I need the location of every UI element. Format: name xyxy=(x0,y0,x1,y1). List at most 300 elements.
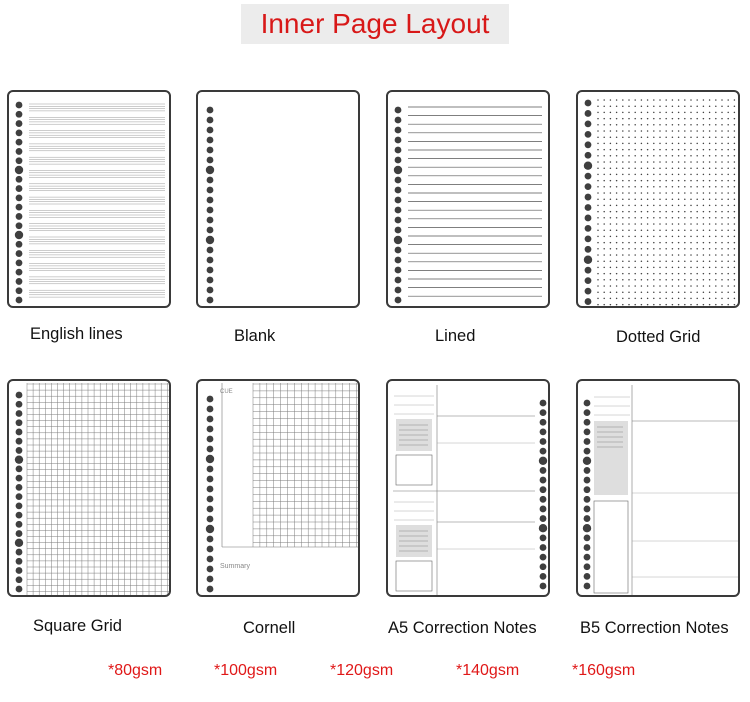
grid-dot xyxy=(727,248,729,250)
grid-dot xyxy=(727,124,729,126)
binder-hole xyxy=(207,566,214,573)
grid-dot xyxy=(610,99,612,101)
grid-dot xyxy=(727,118,729,120)
grid-dot xyxy=(678,99,680,101)
grid-dot xyxy=(622,198,624,200)
grid-dot xyxy=(690,99,692,101)
grid-dot xyxy=(659,118,661,120)
grid-dot xyxy=(659,285,661,287)
lined-page xyxy=(386,90,550,308)
caption-lined: Lined xyxy=(435,327,476,345)
binder-hole xyxy=(395,177,402,184)
grid-dot xyxy=(672,211,674,213)
grid-dot xyxy=(603,130,605,132)
grid-dot xyxy=(727,155,729,157)
grid-dot xyxy=(672,192,674,194)
grid-dot xyxy=(616,167,618,169)
grid-dot xyxy=(610,304,612,306)
grid-dot xyxy=(734,143,736,145)
grid-dot xyxy=(647,112,649,114)
grid-dot xyxy=(641,155,643,157)
grid-dot xyxy=(678,130,680,132)
grid-dot xyxy=(703,118,705,120)
grid-dot xyxy=(647,298,649,300)
grid-dot xyxy=(696,267,698,269)
binder-hole xyxy=(585,267,592,274)
grid-dot xyxy=(622,143,624,145)
cornell-page xyxy=(196,379,360,597)
grid-dot xyxy=(672,279,674,281)
grid-dot xyxy=(647,118,649,120)
binder-hole xyxy=(395,297,402,304)
grid-dot xyxy=(690,285,692,287)
binder-hole xyxy=(539,457,547,465)
grid-dot xyxy=(721,229,723,231)
binder-hole xyxy=(15,231,23,239)
grid-dot xyxy=(672,99,674,101)
binder-hole xyxy=(207,257,214,264)
binder-hole xyxy=(540,477,547,484)
grid-dot xyxy=(678,161,680,163)
grid-dot xyxy=(628,186,630,188)
grid-dot xyxy=(678,260,680,262)
grid-dot xyxy=(659,130,661,132)
grid-dot xyxy=(622,174,624,176)
grid-dot xyxy=(721,105,723,107)
paper-weight-160: *160gsm xyxy=(572,662,636,679)
caption-b5-correction-notes: B5 Correction Notes xyxy=(580,619,729,637)
grid-dot xyxy=(622,167,624,169)
grid-dot xyxy=(641,242,643,244)
square-grid-page xyxy=(7,379,171,597)
grid-dot xyxy=(665,124,667,126)
grid-dot xyxy=(721,254,723,256)
grid-dot xyxy=(622,161,624,163)
grid-dot xyxy=(634,186,636,188)
grid-dot xyxy=(684,143,686,145)
grid-dot xyxy=(616,229,618,231)
grid-dot xyxy=(653,180,655,182)
grid-dot xyxy=(628,130,630,132)
grid-dot xyxy=(647,304,649,306)
grid-dot xyxy=(659,105,661,107)
grid-dot xyxy=(647,180,649,182)
grid-dot xyxy=(597,136,599,138)
binder-hole xyxy=(207,556,214,563)
binder-hole xyxy=(207,197,214,204)
grid-dot xyxy=(709,130,711,132)
grid-dot xyxy=(703,254,705,256)
binder-hole xyxy=(16,111,23,118)
binder-hole xyxy=(16,586,23,593)
binder-hole xyxy=(15,455,23,463)
grid-dot xyxy=(634,223,636,225)
grid-dot xyxy=(684,136,686,138)
grid-dot xyxy=(616,254,618,256)
grid-dot xyxy=(696,99,698,101)
grid-dot xyxy=(628,167,630,169)
grid-dot xyxy=(684,223,686,225)
grid-dot xyxy=(672,273,674,275)
binder-hole xyxy=(16,129,23,136)
grid-dot xyxy=(597,211,599,213)
grid-dot xyxy=(665,180,667,182)
grid-dot xyxy=(690,130,692,132)
grid-dot xyxy=(696,161,698,163)
grid-dot xyxy=(616,161,618,163)
grid-dot xyxy=(696,155,698,157)
grid-dot xyxy=(665,267,667,269)
binder-hole xyxy=(16,567,23,574)
grid-dot xyxy=(597,273,599,275)
grid-dot xyxy=(597,192,599,194)
grid-dot xyxy=(603,143,605,145)
b5-correction-pattern xyxy=(578,381,740,597)
binder-hole xyxy=(207,406,214,413)
grid-dot xyxy=(597,304,599,306)
grid-dot xyxy=(610,298,612,300)
grid-dot xyxy=(734,260,736,262)
grid-dot xyxy=(734,254,736,256)
binder-hole xyxy=(395,137,402,144)
grid-dot xyxy=(597,161,599,163)
grid-dot xyxy=(628,267,630,269)
grid-dot xyxy=(734,242,736,244)
grid-dot xyxy=(703,192,705,194)
grid-dot xyxy=(690,118,692,120)
grid-dot xyxy=(721,242,723,244)
binder-hole xyxy=(16,558,23,565)
grid-dot xyxy=(727,298,729,300)
binder-hole xyxy=(16,447,23,454)
binder-hole xyxy=(16,297,23,304)
binder-hole xyxy=(540,506,547,513)
grid-dot xyxy=(690,298,692,300)
grid-dot xyxy=(653,198,655,200)
grid-dot xyxy=(727,143,729,145)
grid-dot xyxy=(634,161,636,163)
binder-hole xyxy=(395,207,402,214)
binder-hole xyxy=(16,176,23,183)
grid-dot xyxy=(597,279,599,281)
grid-dot xyxy=(653,205,655,207)
grid-dot xyxy=(610,236,612,238)
binder-hole xyxy=(207,287,214,294)
grid-dot xyxy=(734,285,736,287)
binder-hole xyxy=(540,515,547,522)
grid-dot xyxy=(597,99,599,101)
binder-hole xyxy=(540,544,547,551)
binder-hole xyxy=(395,227,402,234)
grid-dot xyxy=(634,198,636,200)
grid-dot xyxy=(703,229,705,231)
grid-dot xyxy=(715,161,717,163)
grid-dot xyxy=(709,285,711,287)
grid-dot xyxy=(734,174,736,176)
grid-dot xyxy=(727,112,729,114)
binder-hole xyxy=(394,236,402,244)
grid-dot xyxy=(672,143,674,145)
grid-dot xyxy=(690,267,692,269)
grid-dot xyxy=(616,99,618,101)
grid-dot xyxy=(634,136,636,138)
binder-hole xyxy=(16,222,23,229)
grid-dot xyxy=(721,279,723,281)
binder-hole xyxy=(584,477,591,484)
grid-dot xyxy=(715,118,717,120)
binder-hole xyxy=(15,539,23,547)
grid-dot xyxy=(647,267,649,269)
grid-dot xyxy=(678,304,680,306)
grid-dot xyxy=(696,254,698,256)
section-box xyxy=(396,455,432,485)
binder-hole xyxy=(540,438,547,445)
grid-dot xyxy=(610,161,612,163)
grid-dot xyxy=(721,285,723,287)
grid-dot xyxy=(672,130,674,132)
binder-hole xyxy=(207,546,214,553)
grid-dot xyxy=(672,267,674,269)
grid-dot xyxy=(684,192,686,194)
grid-dot xyxy=(727,99,729,101)
binder-hole xyxy=(584,438,591,445)
grid-dot xyxy=(647,279,649,281)
grid-dot xyxy=(659,186,661,188)
grid-dot xyxy=(641,205,643,207)
binder-hole xyxy=(585,173,592,180)
grid-dot xyxy=(641,217,643,219)
grid-dot xyxy=(622,273,624,275)
grid-dot xyxy=(647,155,649,157)
grid-dot xyxy=(628,105,630,107)
grid-dot xyxy=(703,236,705,238)
binder-hole xyxy=(16,213,23,220)
grid-dot xyxy=(622,112,624,114)
grid-dot xyxy=(634,155,636,157)
grid-dot xyxy=(709,304,711,306)
grid-dot xyxy=(603,217,605,219)
grid-dot xyxy=(721,192,723,194)
binder-hole xyxy=(540,409,547,416)
grid-dot xyxy=(597,155,599,157)
grid-dot xyxy=(703,174,705,176)
binder-hole xyxy=(16,484,23,491)
grid-dot xyxy=(734,192,736,194)
grid-dot xyxy=(659,254,661,256)
grid-dot xyxy=(647,273,649,275)
grid-dot xyxy=(734,217,736,219)
grid-dot xyxy=(665,217,667,219)
grid-dot xyxy=(672,242,674,244)
grid-dot xyxy=(647,236,649,238)
grid-dot xyxy=(734,118,736,120)
caption-english-lines: English lines xyxy=(30,325,123,343)
grid-dot xyxy=(727,105,729,107)
grid-dot xyxy=(597,298,599,300)
grid-dot xyxy=(690,186,692,188)
grid-dot xyxy=(690,198,692,200)
grid-dot xyxy=(603,223,605,225)
grid-dot xyxy=(684,291,686,293)
grid-dot xyxy=(715,192,717,194)
binder-hole xyxy=(16,120,23,127)
grid-dot xyxy=(653,285,655,287)
grid-dot xyxy=(727,198,729,200)
grid-dot xyxy=(647,174,649,176)
grid-dot xyxy=(603,260,605,262)
grid-dot xyxy=(690,242,692,244)
grid-dot xyxy=(721,211,723,213)
english-lines-page xyxy=(7,90,171,308)
grid-dot xyxy=(727,161,729,163)
binder-hole xyxy=(584,162,592,170)
binder-hole xyxy=(584,467,591,474)
grid-dot xyxy=(597,205,599,207)
grid-dot xyxy=(647,105,649,107)
grid-dot xyxy=(727,223,729,225)
grid-dot xyxy=(727,217,729,219)
grid-dot xyxy=(634,254,636,256)
grid-dot xyxy=(684,273,686,275)
binder-hole xyxy=(16,576,23,583)
grid-dot xyxy=(672,180,674,182)
binder-hole xyxy=(16,269,23,276)
grid-dot xyxy=(628,143,630,145)
grid-dot xyxy=(659,180,661,182)
binder-hole xyxy=(395,247,402,254)
grid-dot xyxy=(610,217,612,219)
grid-dot xyxy=(672,285,674,287)
binder-hole xyxy=(585,288,592,295)
grid-dot xyxy=(634,130,636,132)
grid-dot xyxy=(709,161,711,163)
grid-dot xyxy=(641,99,643,101)
grid-dot xyxy=(727,254,729,256)
grid-dot xyxy=(622,186,624,188)
grid-dot xyxy=(634,229,636,231)
grid-dot xyxy=(703,143,705,145)
grid-dot xyxy=(616,205,618,207)
grid-dot xyxy=(653,167,655,169)
binder-hole xyxy=(207,396,214,403)
grid-dot xyxy=(628,205,630,207)
grid-dot xyxy=(603,149,605,151)
grid-dot xyxy=(597,198,599,200)
grid-dot xyxy=(709,248,711,250)
grid-dot xyxy=(696,143,698,145)
grid-dot xyxy=(727,211,729,213)
grid-dot xyxy=(603,198,605,200)
grid-dot xyxy=(665,229,667,231)
grid-dot xyxy=(653,273,655,275)
grid-dot xyxy=(641,291,643,293)
grid-dot xyxy=(709,143,711,145)
grid-dot xyxy=(641,211,643,213)
grid-dot xyxy=(715,254,717,256)
grid-dot xyxy=(597,217,599,219)
grid-dot xyxy=(696,279,698,281)
grid-dot xyxy=(696,298,698,300)
binder-hole xyxy=(16,139,23,146)
binder-hole xyxy=(395,117,402,124)
grid-dot xyxy=(734,298,736,300)
binder-hole xyxy=(207,107,214,114)
binder-hole xyxy=(207,496,214,503)
grid-dot xyxy=(641,192,643,194)
grid-dot xyxy=(628,149,630,151)
grid-dot xyxy=(641,136,643,138)
grid-dot xyxy=(647,192,649,194)
binder-hole xyxy=(585,277,592,284)
binder-hole xyxy=(16,438,23,445)
grid-dot xyxy=(672,105,674,107)
grid-dot xyxy=(610,248,612,250)
binder-hole xyxy=(207,426,214,433)
grid-dot xyxy=(641,112,643,114)
grid-dot xyxy=(653,304,655,306)
grid-dot xyxy=(709,236,711,238)
grid-dot xyxy=(721,217,723,219)
grid-dot xyxy=(622,279,624,281)
grid-dot xyxy=(659,229,661,231)
grid-dot xyxy=(622,136,624,138)
grid-dot xyxy=(684,205,686,207)
grid-dot xyxy=(622,291,624,293)
grid-dot xyxy=(709,155,711,157)
binder-hole xyxy=(585,141,592,148)
grid-dot xyxy=(721,112,723,114)
grid-dot xyxy=(709,279,711,281)
binder-hole xyxy=(585,194,592,201)
grid-dot xyxy=(684,217,686,219)
grid-dot xyxy=(715,174,717,176)
grid-dot xyxy=(696,205,698,207)
grid-dot xyxy=(672,205,674,207)
grid-dot xyxy=(647,198,649,200)
grid-dot xyxy=(703,99,705,101)
grid-dot xyxy=(628,291,630,293)
grid-dot xyxy=(603,279,605,281)
grid-dot xyxy=(684,99,686,101)
grid-dot xyxy=(684,155,686,157)
grid-dot xyxy=(672,118,674,120)
grid-dot xyxy=(672,304,674,306)
grid-dot xyxy=(721,291,723,293)
grid-dot xyxy=(690,161,692,163)
grid-dot xyxy=(684,130,686,132)
binder-hole xyxy=(585,204,592,211)
binder-hole xyxy=(207,516,214,523)
grid-dot xyxy=(659,211,661,213)
grid-dot xyxy=(734,161,736,163)
grid-dot xyxy=(641,161,643,163)
grid-dot xyxy=(678,242,680,244)
binder-hole xyxy=(207,476,214,483)
grid-dot xyxy=(616,285,618,287)
grid-dot xyxy=(622,99,624,101)
grid-dot xyxy=(641,248,643,250)
grid-dot xyxy=(715,180,717,182)
grid-dot xyxy=(634,242,636,244)
caption-dotted-grid: Dotted Grid xyxy=(616,328,701,346)
grid-dot xyxy=(634,174,636,176)
grid-dot xyxy=(672,260,674,262)
grid-dot xyxy=(703,267,705,269)
grid-dot xyxy=(603,180,605,182)
grid-dot xyxy=(659,273,661,275)
binder-hole xyxy=(16,102,23,109)
grid-dot xyxy=(721,161,723,163)
